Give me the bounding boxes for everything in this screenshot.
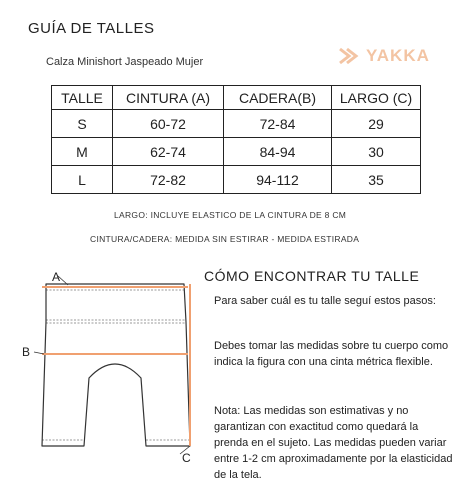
shorts-diagram (20, 268, 200, 478)
medidas-note: CINTURA/CADERA: MEDIDA SIN ESTIRAR - MEDIDA ESTIRADA (90, 234, 360, 244)
cell-cintura: 60-72 (113, 110, 224, 138)
cell-largo: 30 (332, 138, 421, 166)
cell-cintura: 62-74 (113, 138, 224, 166)
cell-cintura: 72-82 (113, 166, 224, 194)
table-row (52, 138, 421, 166)
brand-name: YAKKA (366, 46, 430, 65)
howto-title: CÓMO ENCONTRAR TU TALLE (204, 268, 420, 284)
brand-x-mark-icon (338, 47, 362, 65)
header-talle: TALLE (52, 86, 113, 110)
header-cadera: CADERA(B) (224, 86, 332, 110)
label-a: A (52, 270, 61, 284)
cell-cadera: 84-94 (224, 138, 332, 166)
howto-paragraph-intro: Para saber cuál es tu talle seguí estos pasos: (214, 295, 436, 307)
largo-note: LARGO: INCLUYE ELASTICO DE LA CINTURA DE 8 CM (114, 210, 347, 220)
shorts-outline (42, 284, 190, 446)
cell-talle: M (52, 138, 113, 166)
brand-logo (338, 44, 450, 68)
cell-cadera: 94-112 (224, 166, 332, 194)
header-largo: LARGO (C) (332, 86, 421, 110)
table-row (52, 166, 421, 194)
label-c: C (182, 451, 191, 465)
howto-paragraph-note: Nota: Las medidas son estimativas y no garantizan con exactitud como quedará la prenda en el sujeto. Las medidas pueden variar entre 1-2 cm aproximadamente por la elasticidad de la tela. (214, 405, 453, 481)
cell-talle: S (52, 110, 113, 138)
cell-cadera: 72-84 (224, 110, 332, 138)
header-cintura: CINTURA (A) (113, 86, 224, 110)
page-title: GUÍA DE TALLES (28, 20, 155, 37)
cell-largo: 29 (332, 110, 421, 138)
size-table (51, 85, 421, 194)
table-row (52, 110, 421, 138)
howto-paragraph-measure: Debes tomar las medidas sobre tu cuerpo como indica la figura con una cinta métrica flexible. (214, 340, 449, 368)
label-b: B (22, 345, 31, 359)
product-subtitle: Calza Minishort Jaspeado Mujer (46, 56, 204, 68)
table-header-row (52, 86, 421, 110)
cell-talle: L (52, 166, 113, 194)
cell-largo: 35 (332, 166, 421, 194)
